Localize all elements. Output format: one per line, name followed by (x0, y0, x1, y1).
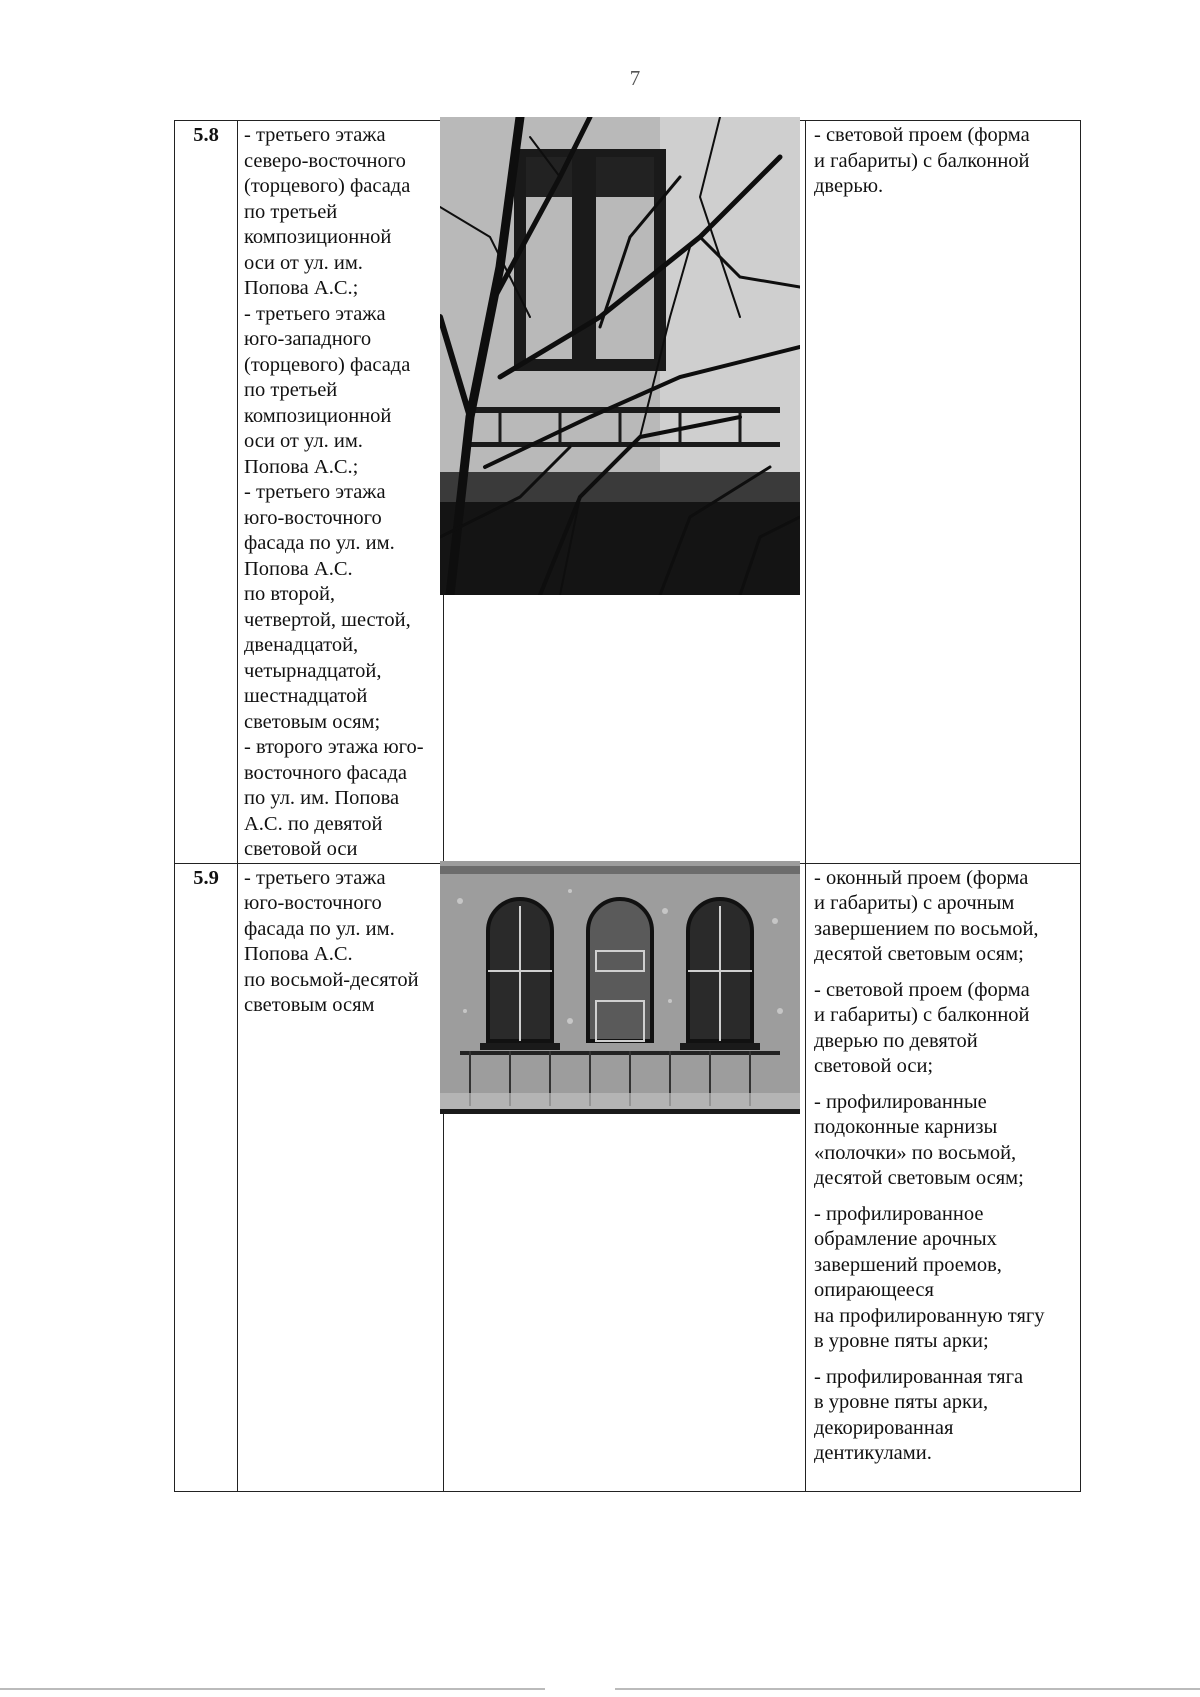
description-text (814, 866, 1076, 1467)
text-line: десятой световым осям; (814, 943, 1024, 965)
text-line: в уровне пяты арки, (814, 1391, 989, 1413)
text-line: на профилированную тягу (814, 1304, 1045, 1327)
facade-photo-balcony-door (440, 117, 800, 595)
text-line: подоконные карнизы (814, 1116, 998, 1138)
text-line: фасада по ул. им. (244, 917, 395, 940)
text-line: шестнадцатой (244, 685, 368, 707)
text-line: в уровне пяты арки; (814, 1330, 989, 1352)
text-line: - световой проем (форма (814, 978, 1030, 1001)
description-paragraph (814, 1365, 1076, 1467)
text-line: Попова А.С. (244, 943, 353, 965)
table-row (175, 121, 1081, 864)
text-line: по ул. им. Попова (244, 787, 400, 809)
row-number: 5.8 (175, 121, 238, 864)
text-line: - профилированные (814, 1090, 987, 1113)
page-number: 7 (629, 66, 641, 90)
text-line: завершений проемов, (814, 1253, 1002, 1276)
text-line: и габариты) с арочным (814, 892, 1015, 914)
text-line: обрамление арочных (814, 1228, 997, 1250)
photo-cell (444, 863, 806, 1491)
text-line: световым осям; (244, 710, 381, 733)
text-line: северо-восточного (244, 149, 406, 172)
text-line: дверью. (814, 175, 884, 197)
footer-rule (615, 1688, 1200, 1690)
text-line: - третьего этажа (244, 866, 386, 889)
text-line: (торцевого) фасада (244, 353, 411, 376)
description-paragraph (814, 123, 1076, 200)
text-line: А.С. по девятой (244, 812, 383, 835)
text-line: - профилированное (814, 1202, 984, 1225)
location-cell (238, 121, 444, 864)
text-line: десятой световым осям; (814, 1167, 1024, 1189)
text-line: световым осям (244, 994, 375, 1016)
text-line: по второй, (244, 583, 336, 605)
text-line: и габариты) с балконной (814, 149, 1030, 172)
text-line: - третьего этажа (244, 124, 386, 146)
text-line: (торцевого) фасада (244, 175, 411, 197)
text-line: - профилированная тяга (814, 1365, 1024, 1388)
text-line: опирающееся (814, 1279, 934, 1301)
text-line: дентикулами. (814, 1442, 932, 1464)
text-line: четырнадцатой, (244, 659, 382, 682)
footer-rule (0, 1688, 545, 1690)
text-line: юго-восточного (244, 892, 382, 914)
text-line: Попова А.С.; (244, 455, 359, 478)
text-line: световой оси; (814, 1055, 934, 1077)
text-line: юго-восточного (244, 506, 382, 529)
location-text (244, 123, 439, 863)
text-line: световой оси (244, 838, 358, 860)
text-line: восточного фасада (244, 761, 407, 784)
text-line: завершением по восьмой, (814, 917, 1039, 940)
text-line: дверью по девятой (814, 1029, 978, 1052)
location-cell (238, 863, 444, 1491)
description-paragraph (814, 866, 1076, 968)
description-paragraph (814, 1090, 1076, 1192)
facade-photo-arched-windows (440, 861, 800, 1114)
text-line: «полочки» по восьмой, (814, 1141, 1017, 1164)
text-line: и габариты) с балконной (814, 1004, 1030, 1026)
text-line: Попова А.С.; (244, 277, 359, 299)
text-line: оси от ул. им. (244, 251, 363, 274)
description-paragraph (814, 1202, 1076, 1355)
text-line: - третьего этажа (244, 481, 386, 503)
description-text (814, 123, 1076, 200)
text-line: двенадцатой, (244, 634, 359, 656)
text-line: - световой проем (форма (814, 124, 1030, 146)
text-line: по третьей (244, 379, 338, 401)
row-number: 5.9 (175, 863, 238, 1491)
text-line: Попова А.С. (244, 557, 353, 580)
description-cell (806, 863, 1081, 1491)
text-line: фасада по ул. им. (244, 532, 395, 554)
text-line: - оконный проем (форма (814, 866, 1029, 889)
text-line: по третьей (244, 200, 338, 223)
text-line: юго-западного (244, 328, 372, 350)
photo-cell (444, 121, 806, 864)
location-text (244, 866, 439, 1019)
table-row (175, 863, 1081, 1491)
text-line: композиционной (244, 226, 392, 248)
text-line: оси от ул. им. (244, 430, 363, 452)
text-line: по восьмой-десятой (244, 968, 419, 991)
text-line: - третьего этажа (244, 302, 386, 325)
text-line: четвертой, шестой, (244, 608, 411, 631)
description-paragraph (814, 978, 1076, 1080)
description-cell (806, 121, 1081, 864)
text-line: - второго этажа юго- (244, 736, 424, 758)
text-line: композиционной (244, 404, 392, 427)
protected-elements-table (174, 120, 1081, 1492)
text-line: декорированная (814, 1416, 954, 1439)
